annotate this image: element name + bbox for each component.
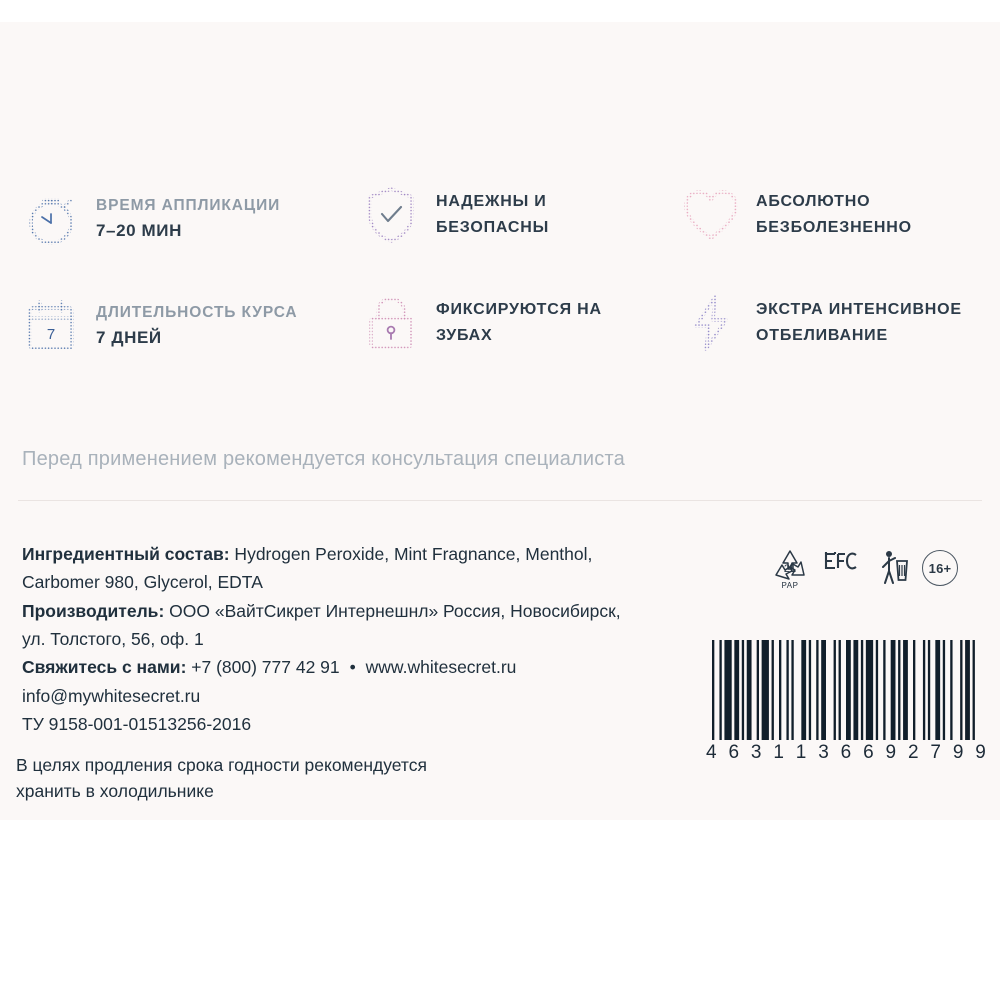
recycle-material-label: PAP [781,580,799,590]
storage-note-line2: хранить в холодильнике [16,781,214,802]
age-rating-badge: 16+ [922,550,958,586]
shield-check-icon [360,184,422,246]
contact-line [22,653,722,681]
section-divider [18,500,982,501]
consultation-note: Перед применением рекомендуется консультация специалиста [22,448,625,470]
contact-website[interactable]: www.whitesecret.ru [365,657,517,678]
bottom-white-band [0,820,1000,1000]
feature-course-duration-caption: ДЛИТЕЛЬНОСТЬ КУРСА [96,304,298,322]
feature-safety-line2: БЕЗОПАСНЫ [436,218,550,236]
feature-painless-line1: АБСОЛЮТНО [756,193,871,211]
compliance-marks [770,540,985,596]
barcode-digit: 3 [750,742,762,763]
feature-application-time-value: 7–20 МИН [96,221,182,241]
contact-separator: • [349,657,356,678]
feature-safety-text [436,192,549,238]
ingredients-value-line1: Hydrogen Peroxide, Mint Fragnance, Menthol, [229,544,593,564]
eac-mark [824,551,864,585]
eac-icon [824,551,864,585]
feature-fixation-line1: ФИКСИРУЮТСЯ НА [436,301,602,319]
ingredients-label: Ингредиентный состав: [22,544,230,564]
feature-intensive-whitening-text [756,300,962,346]
feature-safety-line1: НАДЕЖНЫ И [436,193,547,211]
barcode-digit: 1 [773,742,784,763]
tidy-man-mark [878,549,908,587]
barcode-digit: 9 [952,742,964,763]
feature-intensive-whitening-line2: ОТБЕЛИВАНИЕ [756,326,888,344]
tidy-man-icon [878,549,908,587]
barcode-digit: 9 [885,742,897,763]
feature-intensive-whitening-line1: ЭКСТРА ИНТЕНСИВНОЕ [756,301,962,319]
barcode-digit: 6 [863,742,874,763]
features-grid [0,180,1000,410]
feature-fixation-line2: ЗУБАХ [436,326,493,344]
barcode-digit: 4 [706,742,717,763]
feature-application-time-caption: ВРЕМЯ АППЛИКАЦИИ [96,196,281,214]
barcode-digit: 7 [930,742,941,763]
recycling-mark [770,547,810,590]
feature-course-duration [20,295,298,357]
barcode [712,640,980,740]
top-white-band [0,0,1000,22]
barcode-digit: 9 [975,742,986,763]
manufacturer-line2: ул. Толстого, 56, оф. 1 [22,629,204,650]
contact-label: Свяжитесь с нами: [22,657,187,678]
product-info-block [22,540,722,738]
recycle-number: 21 [783,562,797,575]
lock-icon [360,292,422,354]
feature-fixation-text [436,300,602,346]
barcode-digit: 6 [840,742,852,763]
manufacturer-line1 [22,597,722,625]
tu-code: ТУ 9158-001-01513256-2016 [22,714,252,735]
calendar-icon [20,295,82,357]
storage-note-line1: В целях продления срока годности рекомендуется [16,755,427,775]
feature-fixation [360,292,602,354]
barcode-digit: 2 [907,742,919,763]
feature-intensive-whitening [680,292,962,354]
manufacturer-value-line1: ООО «ВайтСикрет Интернешнл» Россия, Новосибирск, [164,600,621,621]
svg-text:7: 7 [46,326,56,343]
feature-application-time [20,188,280,250]
feature-course-duration-value: 7 ДНЕЙ [96,328,162,348]
feature-painless-text [756,192,912,238]
feature-painless-line2: БЕЗБОЛЕЗНЕННО [756,218,912,236]
contact-email[interactable]: info@mywhitesecret.ru [22,685,201,706]
barcode-bars [712,640,980,740]
feature-safety [360,184,549,246]
barcode-digit: 6 [728,742,740,763]
barcode-digit: 1 [795,742,807,763]
recycle-icon [770,547,810,583]
ingredients-line2: Carbomer 980, Glycerol, EDTA [22,572,263,593]
feature-course-duration-text [96,303,298,349]
feature-painless [680,184,912,246]
ingredients-line1 [22,540,722,568]
barcode-number [706,742,986,764]
lightning-icon [680,292,742,354]
feature-application-time-text [96,196,280,242]
heart-icon [680,184,742,246]
barcode-digit: 3 [818,742,829,763]
contact-phone: +7 (800) 777 42 91 [186,657,340,678]
storage-note [16,752,636,805]
manufacturer-label: Производитель: [22,600,165,621]
stopwatch-icon [20,188,82,250]
